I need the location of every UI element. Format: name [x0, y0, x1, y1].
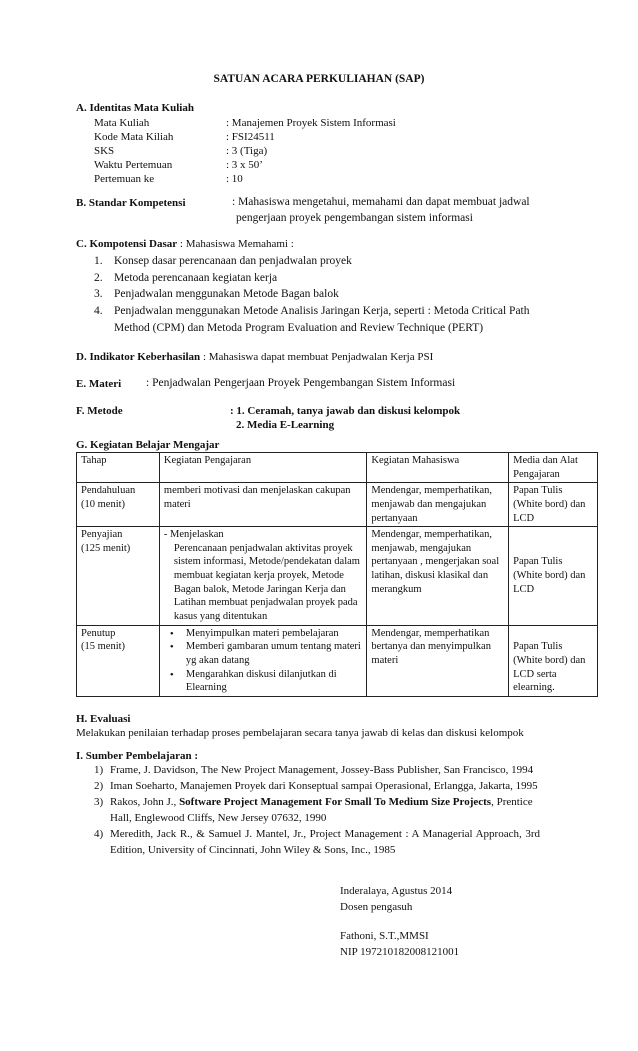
identity-value: : FSI24511 [226, 131, 275, 143]
competency-list [94, 253, 554, 336]
section-h-text: Melakukan penilaian terhadap proses pembelajaran secara tanya jawab di kelas dan diskusi kelompok [76, 727, 524, 739]
identity-row [94, 130, 554, 144]
identity-row [94, 116, 554, 130]
section-i-heading: I. Sumber Pembelajaran : [76, 750, 199, 762]
table-cell: Mendengar, memperhatikan bertanya dan menyimpulkan materi [367, 625, 509, 696]
identity-label: Mata Kuliah [94, 117, 150, 129]
section-f-line2: 2. Media E-Learning [236, 419, 335, 431]
section-f-heading: F. Metode [76, 405, 123, 417]
identity-row [94, 158, 554, 172]
table-cell: Penyajian (125 menit) [77, 527, 160, 625]
table-cell [159, 625, 367, 696]
identity-value: : 10 [226, 173, 243, 185]
table-cell: Papan Tulis (White bord) dan LCD serta elearning. [509, 625, 598, 696]
section-e-heading: E. Materi [76, 378, 122, 390]
header-cell: Kegiatan Pengajaran [159, 453, 367, 483]
table-cell: Papan Tulis (White bord) dan LCD [509, 483, 598, 527]
section-f-line1: : 1. Ceramah, tanya jawab dan diskusi kelompok [230, 405, 461, 417]
signer-nip: NIP 197210182008121001 [340, 945, 460, 958]
section-a-heading: A. Identitas Mata Kuliah [76, 102, 194, 114]
reference-list [88, 763, 540, 859]
section-b-line2: pengerjaan proyek pengembangan sistem informasi [236, 212, 473, 224]
list-item: 1) Frame, J. Davidson, The New Project Management, Jossey-Bass Publisher, San Francisco, 1994 [94, 764, 534, 776]
table-row [77, 483, 598, 527]
section-b-line1: : Mahasiswa mengetahui, memahami dan dapat membuat jadwal [232, 196, 530, 208]
list-item: 4) Meredith, Jack R., & Samuel J. Mantel, Jr., Project Management : A Managerial Approach, 3rd Edition, University of Cincinnati, John Wiley & Sons, Inc., 1985 [94, 827, 540, 856]
header-cell: Tahap [77, 453, 160, 483]
document-title: SATUAN ACARA PERKULIAHAN (SAP) [213, 73, 425, 85]
header-cell: Media dan Alat Pengajaran [509, 453, 598, 483]
signer-role: Dosen pengasuh [340, 900, 413, 913]
list-item: 4. Penjadwalan menggunakan Metode Analisis Jaringan Kerja, seperti : Metoda Critical Path Method (CPM) dan Metoda Program Evaluation and Review Technique (PERT) [94, 305, 530, 334]
section-c-heading: C. Kompotensi Dasar [76, 238, 178, 250]
section-g-heading: G. Kegiatan Belajar Mengajar [76, 439, 220, 451]
section-d [76, 350, 433, 364]
signature-block [340, 884, 459, 961]
table-cell: memberi motivasi dan menjelaskan cakupan materi [159, 483, 367, 527]
list-item: 2) Iman Soeharto, Manajemen Proyek dari Konseptual sampai Operasional, Erlangga, Jakarta, 1995 [94, 779, 538, 792]
identity-label: Kode Mata Kiliah [94, 131, 174, 143]
bullet-item: • Memberi gambaran umum tentang materi yg akan datang [164, 640, 363, 667]
identity-label: Waktu Pertemuan [94, 159, 173, 171]
identity-table [94, 116, 554, 186]
section-c-header [76, 237, 294, 251]
bullet-item: • Menyimpulkan materi pembelajaran [164, 627, 363, 641]
list-item: 2. Metoda perencanaan kegiatan kerja [94, 271, 278, 284]
activity-table [76, 452, 598, 697]
identity-value: : 3 (Tiga) [226, 145, 268, 157]
table-cell: Penutup (15 menit) [77, 625, 160, 696]
section-e-value: : Penjadwalan Pengerjaan Proyek Pengembangan Sistem Informasi [146, 377, 456, 389]
table-cell: Papan Tulis (White bord) dan LCD [509, 527, 598, 625]
list-item: 1. Konsep dasar perencanaan dan penjadwalan proyek [94, 255, 352, 267]
identity-value: : 3 x 50’ [226, 159, 263, 171]
table-row [77, 625, 598, 696]
list-item: 3) Rakos, John J., Software Project Management For Small To Medium Size Projects, Prentice Hall, Englewood Cliffs, New Jersey 07632, 1990 [94, 795, 533, 824]
section-d-heading: D. Indikator Keberhasilan [76, 351, 201, 363]
table-cell: Mendengar, memperhatikan, menjawab dan mengajukan pertanyaan [367, 483, 509, 527]
table-cell: - Menjelaskan Perencanaan penjadwalan aktivitas proyek sistem informasi, Metode/pendekatan dalam membuat kegiatan kerja proyek, Metode Bagan balok, Metode Jaringan Kerja dan Latihan membuat penjadwalan proyek pada kasus yang ditentukan [159, 527, 367, 625]
section-h-heading: H. Evaluasi [76, 713, 131, 725]
signer-name: Fathoni, S.T.,MMSI [340, 929, 429, 942]
identity-row [94, 144, 554, 158]
bullet-item: • Mengarahkan diskusi dilanjutkan di Elearning [164, 668, 363, 695]
table-header-row [77, 453, 598, 483]
section-d-value: : Mahasiswa dapat membuat Penjadwalan Kerja PSI [202, 351, 434, 363]
table-row [77, 527, 598, 625]
section-b-heading: B. Standar Kompetensi [76, 197, 186, 209]
table-cell: Mendengar, memperhatikan, menjawab, mengajukan pertanyaan , mengerjakan soal latihan, diskusi klasikal dan merangkum [367, 527, 509, 625]
header-cell: Kegiatan Mahasiswa [367, 453, 509, 483]
identity-label: SKS [94, 145, 115, 157]
table-cell: Pendahuluan (10 menit) [77, 483, 160, 527]
identity-row [94, 172, 554, 186]
identity-label: Pertemuan ke [94, 173, 155, 185]
identity-value: : Manajemen Proyek Sistem Informasi [226, 117, 396, 129]
section-c-intro: : Mahasiswa Memahami : [179, 238, 294, 250]
place-date: Inderalaya, Agustus 2014 [340, 885, 453, 897]
list-item: 3. Penjadwalan menggunakan Metode Bagan balok [94, 288, 339, 301]
